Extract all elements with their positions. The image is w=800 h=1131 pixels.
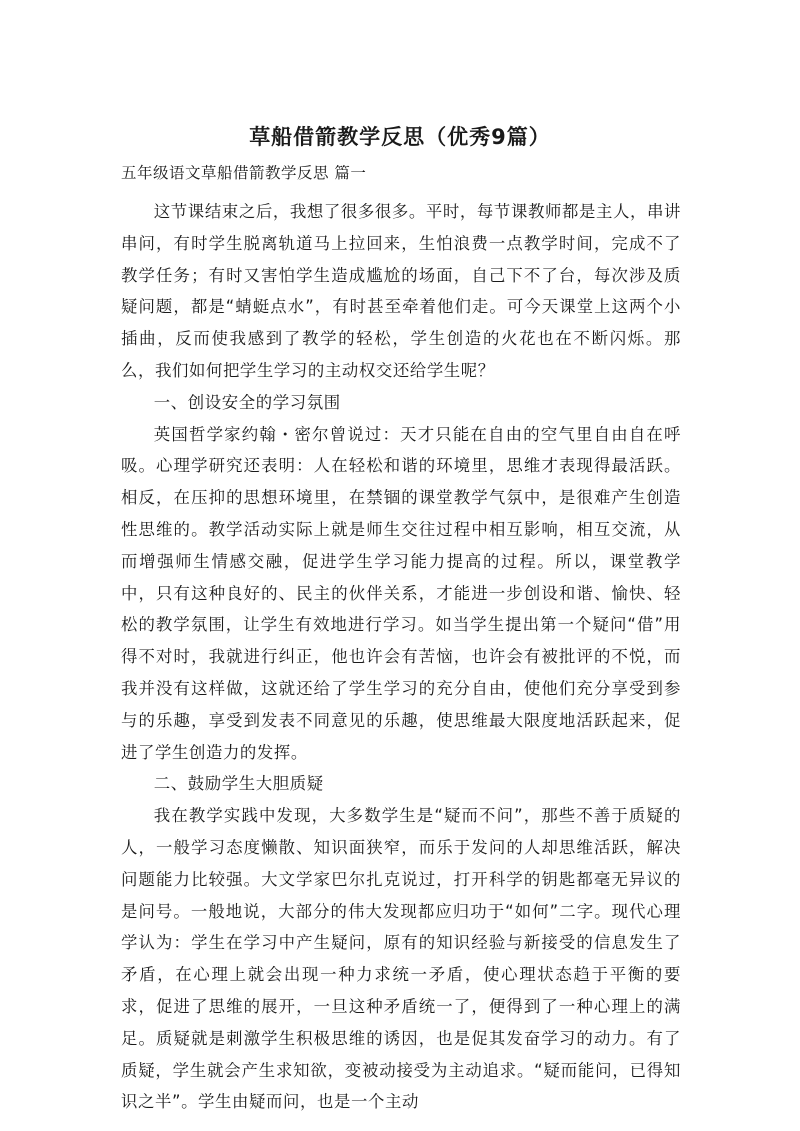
paragraph: 我在教学实践中发现，大多数学生是“疑而不问”，那些不善于质疑的人，一般学习态度懒散、知识面狭窄，而乐于发问的人却思维活跃，解决问题能力比较强。大文学家巴尔扎克说过，打开科学的钥匙都毫无异议的是问号。一般地说，大部分的伟大发现都应归功于“如何”二字。现代心理学认为：学生在学习中产生疑问，原有的知识经验与新接受的信息发生了矛盾，在心理上就会出现一种力求统一矛盾，使心理状态趋于平衡的要求，促进了思维的展开，一旦这种矛盾统一了，便得到了一种心理上的满足。质疑就是刺激学生积极思维的诱因，也是促其发奋学习的动力。有了质疑，学生就会产生求知欲，变被动接受为主动追求。“疑而能问，已得知识之半”。学生由疑而问，也是一个主动	[121, 806, 681, 1112]
paragraph: 英国哲学家约翰・密尔曾说过：天才只能在自由的空气里自由自在呼吸。心理学研究还表明：人在轻松和谐的环境里，思维才表现得最活跃。相反，在压抑的思想环境里，在禁锢的课堂教学气氛中，是很难产生创造性思维的。教学活动实际上就是师生交往过程中相互影响，相互交流，从而增强师生情感交融，促进学生学习能力提高的过程。所以，课堂教学中，只有这种良好的、民主的伙伴关系，才能进一步创设和谐、愉快、轻松的教学氛围，让学生有效地进行学习。如当学生提出第一个疑问“借”用得不对时，我就进行纠正，他也许会有苦恼，也许会有被批评的不悦，而我并没有这样做，这就还给了学生学习的充分自由，使他们充分享受到参与的乐趣，享受到发表不同意见的乐趣，使思维最大限度地活跃起来，促进了学生创造力的发挥。	[121, 424, 681, 762]
document-body	[121, 196, 681, 1118]
paragraph: 这节课结束之后，我想了很多很多。平时，每节课教师都是主人，串讲串问，有时学生脱离轨道马上拉回来，生怕浪费一点教学时间，完成不了教学任务；有时又害怕学生造成尴尬的场面，自己下不了台，每次涉及质疑问题，都是“蜻蜓点水”，有时甚至牵着他们走。可今天课堂上这两个小插曲，反而使我感到了教学的轻松，学生创造的火花也在不断闪烁。那么，我们如何把学生学习的主动权交还给学生呢？	[121, 202, 681, 380]
section-heading: 二、鼓励学生大胆质疑	[153, 774, 324, 794]
document-title: 草船借箭教学反思（优秀9篇）	[249, 125, 551, 149]
section-title: 五年级语文草船借箭教学反思 篇一	[121, 164, 367, 182]
section-heading: 一、创设安全的学习氛围	[153, 392, 341, 412]
